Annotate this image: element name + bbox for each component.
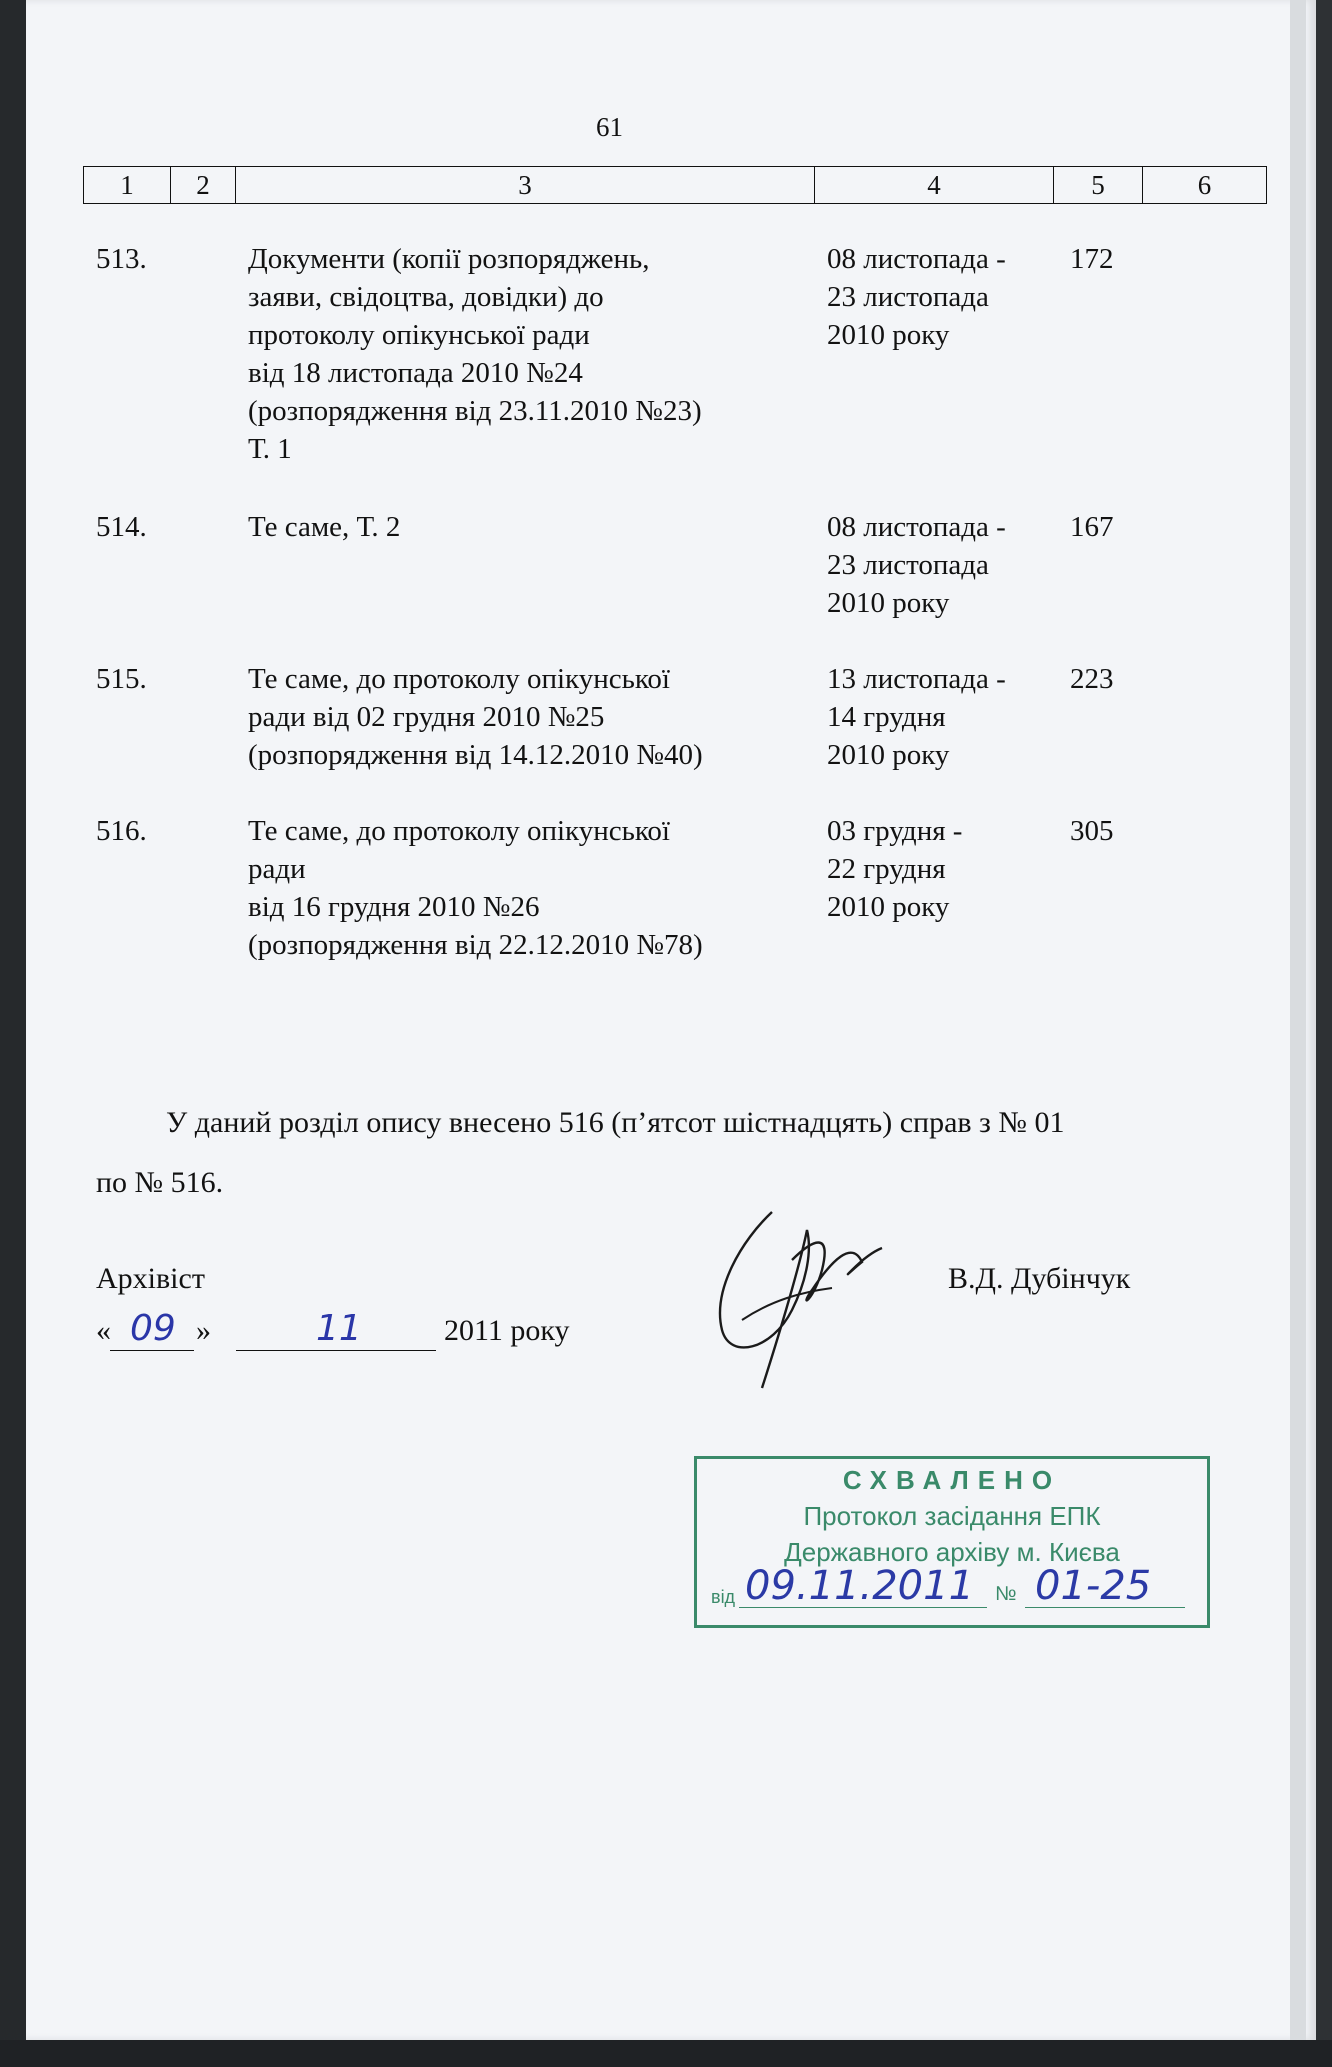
column-header-3: 3 (236, 167, 815, 203)
entry-dates (827, 508, 1047, 622)
entry-description (248, 660, 808, 774)
open-quote: « (96, 1314, 111, 1347)
date-line: 22 грудня (827, 853, 946, 885)
handwritten-signature (702, 1200, 902, 1400)
close-quote: » (196, 1314, 211, 1347)
date-line: 2010 року (827, 739, 950, 771)
stamp-title: СХВАЛЕНО (842, 1465, 1062, 1495)
entry-sheet-count: 172 (1070, 243, 1114, 275)
paper-edge (1290, 0, 1306, 2067)
description-line: від 18 листопада 2010 №24 (248, 357, 583, 389)
entry-description (248, 240, 808, 468)
description-line: Те саме, Т. 2 (248, 511, 401, 543)
description-line: ради (248, 853, 306, 885)
year-text: 2011 року (444, 1314, 570, 1347)
date-line: 13 листопада - (827, 663, 1006, 695)
archivist-label: Архівіст (96, 1262, 205, 1295)
entry-number: 513. (96, 243, 147, 275)
stamp-handwritten-number: 01-25 (1035, 1563, 1152, 1609)
date-line: 14 грудня (827, 701, 946, 733)
entry-description (248, 812, 808, 964)
summary-line-1: У даний розділ опису внесено 516 (п’ятсот шістнадцять) справ з № 01 (166, 1106, 1065, 1139)
handwritten-day: 09 (130, 1308, 176, 1349)
handwritten-month: 11 (316, 1308, 362, 1349)
description-line: Те саме, до протоколу опікунської (248, 815, 670, 847)
column-header-4: 4 (815, 167, 1054, 203)
day-underline (110, 1350, 194, 1351)
entry-dates (827, 660, 1047, 774)
stamp-handwritten-date: 09.11.2011 (745, 1563, 975, 1609)
approval-stamp (694, 1456, 1210, 1628)
scan-border-bottom (0, 2040, 1332, 2067)
description-line: Т. 1 (248, 433, 292, 465)
stamp-line-2: Протокол засідання ЕПК (803, 1501, 1101, 1531)
description-line: Документи (копії розпоряджень, (248, 243, 650, 275)
month-underline (236, 1350, 436, 1351)
signer-name: В.Д. Дубінчук (948, 1262, 1131, 1295)
date-line: 23 листопада (827, 281, 989, 313)
entry-number: 516. (96, 815, 147, 847)
description-line: (розпорядження від 14.12.2010 №40) (248, 739, 703, 771)
date-line: 08 листопада - (827, 511, 1006, 543)
column-header-1: 1 (84, 167, 171, 203)
scan-border-left (0, 0, 26, 2067)
entry-sheet-count: 223 (1070, 663, 1114, 695)
date-line: 23 листопада (827, 549, 989, 581)
description-line: заяви, свідоцтва, довідки) до (248, 281, 604, 313)
column-header-5: 5 (1054, 167, 1143, 203)
column-header-2: 2 (171, 167, 236, 203)
description-line: від 16 грудня 2010 №26 (248, 891, 540, 923)
column-header-table (83, 166, 1267, 204)
description-line: (розпорядження від 23.11.2010 №23) (248, 395, 702, 427)
stamp-line-3: Державного архіву м. Києва (784, 1537, 1120, 1567)
entry-description (248, 508, 808, 546)
entry-sheet-count: 305 (1070, 815, 1114, 847)
description-line: ради від 02 грудня 2010 №25 (248, 701, 605, 733)
column-header-6: 6 (1197, 169, 1212, 200)
stamp-number-prefix: № (995, 1583, 1017, 1605)
date-line: 2010 року (827, 891, 950, 923)
entry-dates (827, 240, 1047, 354)
description-line: (розпорядження від 22.12.2010 №78) (248, 929, 703, 961)
document-page (26, 0, 1316, 2040)
date-line: 08 листопада - (827, 243, 1006, 275)
summary-line-2: по № 516. (96, 1166, 224, 1199)
entry-dates (827, 812, 1047, 926)
entry-sheet-count: 167 (1070, 511, 1114, 543)
stamp-date-prefix: від (711, 1587, 736, 1607)
description-line: Те саме, до протоколу опікунської (248, 663, 670, 695)
description-line: протоколу опікунської ради (248, 319, 590, 351)
date-line: 2010 року (827, 587, 950, 619)
entry-number: 514. (96, 511, 147, 543)
date-line: 2010 року (827, 319, 950, 351)
date-line: 03 грудня - (827, 815, 963, 847)
entry-number: 515. (96, 663, 147, 695)
page-number: 61 (596, 112, 623, 142)
